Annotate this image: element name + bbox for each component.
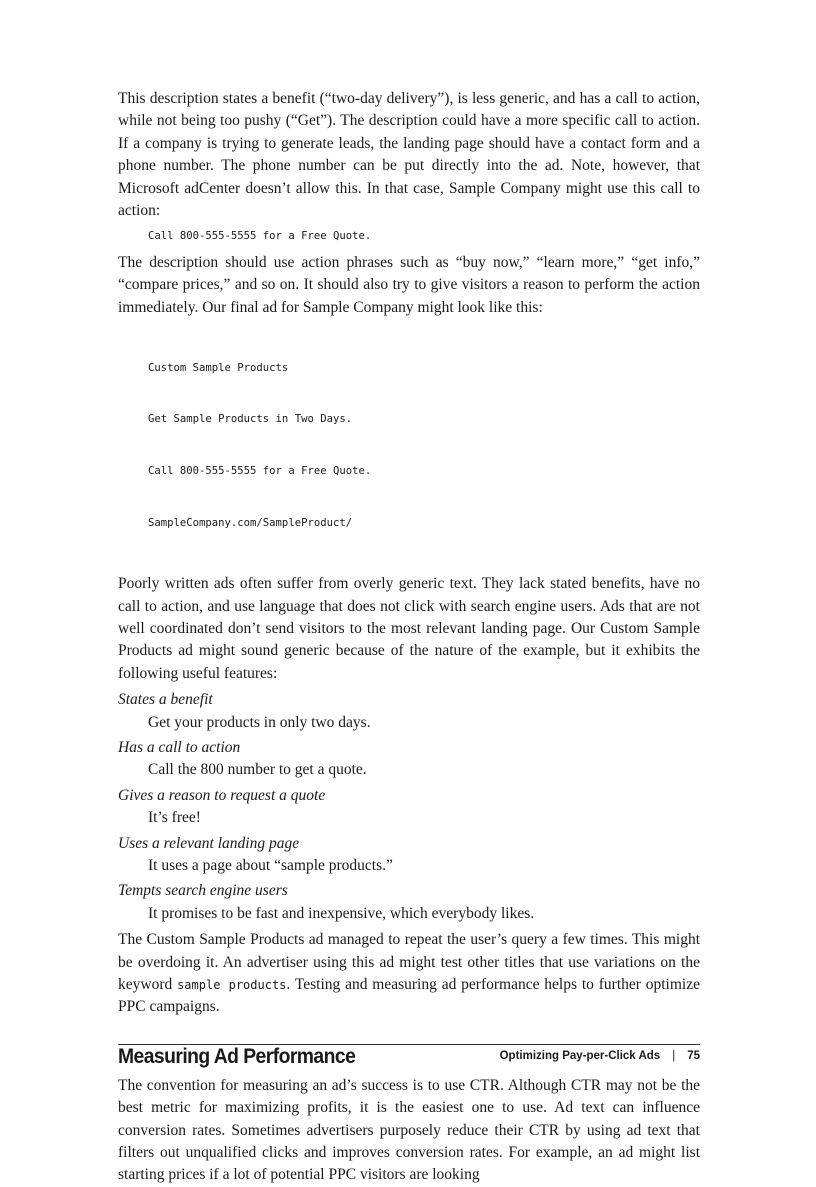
feature-term: States a benefit bbox=[118, 691, 213, 709]
paragraph-measuring-ctr: The convention for measuring an ad’s success is to use CTR. Although CTR may not be the best metric for maximizing profits, it is the easiest one to use. Ad text can influence conversion rates. Sometimes advertisers purposely reduce their CTR by using ad text that filters out unqualified clicks and improves conversion rates. For example, an ad might list starting prices if a lot of potential PPC visitors are looking bbox=[118, 1076, 700, 1184]
paragraph-description-benefit: This description states a benefit (“two-day delivery”), is less generic, and has a call to action, while not being too pushy (“Get”). The description could have a more specific call to action. If a company is trying to generate leads, the landing page should have a contact form and a phone number. The phone number can be put directly into the ad. Note, however, that Microsoft adCenter doesn’t allow this. In that case, Sample Company might use this call to action: bbox=[118, 90, 700, 220]
section-heading: Measuring Ad Performance bbox=[118, 1044, 356, 1068]
paragraph-action-phrases: The description should use action phrases such as “buy now,” “learn more,” “get info,” “compare prices,” and so on. It should also try to give visitors a reason to perform the action immediately. Our final ad for Sample Company might look like this: bbox=[118, 253, 700, 316]
footer-chapter-title: Optimizing Pay-per-Click Ads bbox=[499, 1050, 661, 1062]
code-line: SampleCompany.com/SampleProduct/ bbox=[148, 517, 353, 530]
footer-rule bbox=[118, 1044, 700, 1045]
paragraph-poorly-written-ads: Poorly written ads often suffer from overly generic text. They lack stated benefits, have no call to action, and use language that does not click with search engine users. Ads that are not well coordinated don’t send visitors to the most relevant landing page. Our Custom Sample Products ad might sound generic because of the nature of the example, but it exhibits the following useful features: bbox=[118, 575, 700, 682]
paragraph-text: . Testing and measuring ad performance helps to further optimize PPC campaigns. bbox=[118, 976, 700, 1016]
feature-term: Uses a relevant landing page bbox=[118, 834, 300, 852]
feature-term: Gives a reason to request a quote bbox=[118, 786, 326, 804]
feature-definition: It uses a page about “sample products.” bbox=[148, 856, 393, 874]
page-body bbox=[118, 88, 700, 1187]
code-line: Custom Sample Products bbox=[148, 361, 289, 374]
paragraph-text: The Custom Sample Products ad managed to repeat the user’s query a few times. This might be overdoing it. An advertiser using this ad might test other titles that use variations on the keyword bbox=[118, 931, 700, 994]
code-line: Get Sample Products in Two Days. bbox=[148, 413, 353, 426]
feature-definition: It’s free! bbox=[148, 809, 201, 827]
features-list bbox=[118, 689, 700, 925]
code-final-ad bbox=[118, 325, 700, 567]
feature-definition: Get your products in only two days. bbox=[148, 713, 371, 731]
feature-term: Tempts search engine users bbox=[118, 882, 288, 900]
footer-page-number: 75 bbox=[687, 1050, 700, 1062]
footer-separator: | bbox=[672, 1050, 676, 1062]
inline-code-keyword: sample products bbox=[177, 978, 287, 993]
feature-definition: Call the 800 number to get a quote. bbox=[148, 761, 367, 779]
page-footer bbox=[500, 1050, 700, 1062]
feature-definition: It promises to be fast and inexpensive, which everybody likes. bbox=[148, 904, 535, 922]
code-call-to-action: Call 800-555-5555 for a Free Quote. bbox=[148, 230, 372, 243]
feature-term: Has a call to action bbox=[118, 738, 241, 756]
code-line: Call 800-555-5555 for a Free Quote. bbox=[148, 465, 372, 478]
paragraph-repeat-query bbox=[118, 929, 700, 1019]
